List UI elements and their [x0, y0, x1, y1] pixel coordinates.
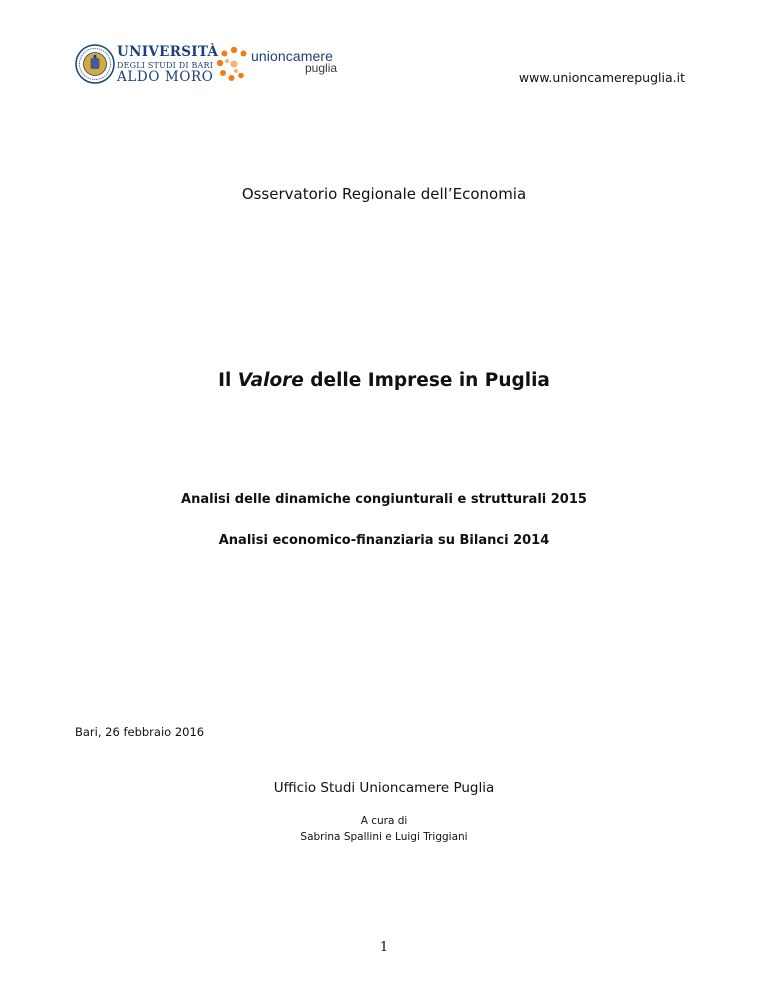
subtitle-bilanci: Analisi economico-finanziaria su Bilanci 2014	[218, 533, 550, 548]
unioncamere-logo	[214, 44, 344, 86]
university-seal-icon	[75, 44, 115, 84]
title-suffix: delle Imprese in Puglia	[310, 370, 550, 391]
document-date: Bari, 26 febbraio 2016	[75, 725, 205, 739]
office-name: Ufficio Studi Unioncamere Puglia	[273, 780, 495, 796]
page-number: 1	[379, 940, 389, 955]
website-url: www.unioncamerepuglia.it	[518, 70, 685, 85]
unioncamere-wordmark: unioncamere	[251, 48, 334, 64]
authors: Sabrina Spallini e Luigi Triggiani	[300, 831, 468, 843]
document-title	[0, 370, 768, 391]
subtitle-congiuntura: Analisi delle dinamiche congiunturali e strutturali 2015	[181, 492, 587, 507]
unioncamere-mark-icon	[214, 44, 254, 84]
curated-by-label: A cura di	[360, 815, 408, 827]
unioncamere-region: puglia	[305, 61, 338, 75]
title-emphasis: Valore	[237, 370, 304, 391]
observatory-heading: Osservatorio Regionale dell’Economia	[241, 185, 527, 203]
university-wordmark-line: UNIVERSITÀ	[117, 44, 219, 60]
title-prefix: Il	[218, 370, 232, 391]
university-logo	[75, 44, 219, 86]
university-wordmark-line: ALDO MORO	[117, 68, 214, 85]
university-wordmark-line: DEGLI STUDI DI BARI	[117, 60, 214, 70]
university-wordmark	[117, 46, 218, 84]
